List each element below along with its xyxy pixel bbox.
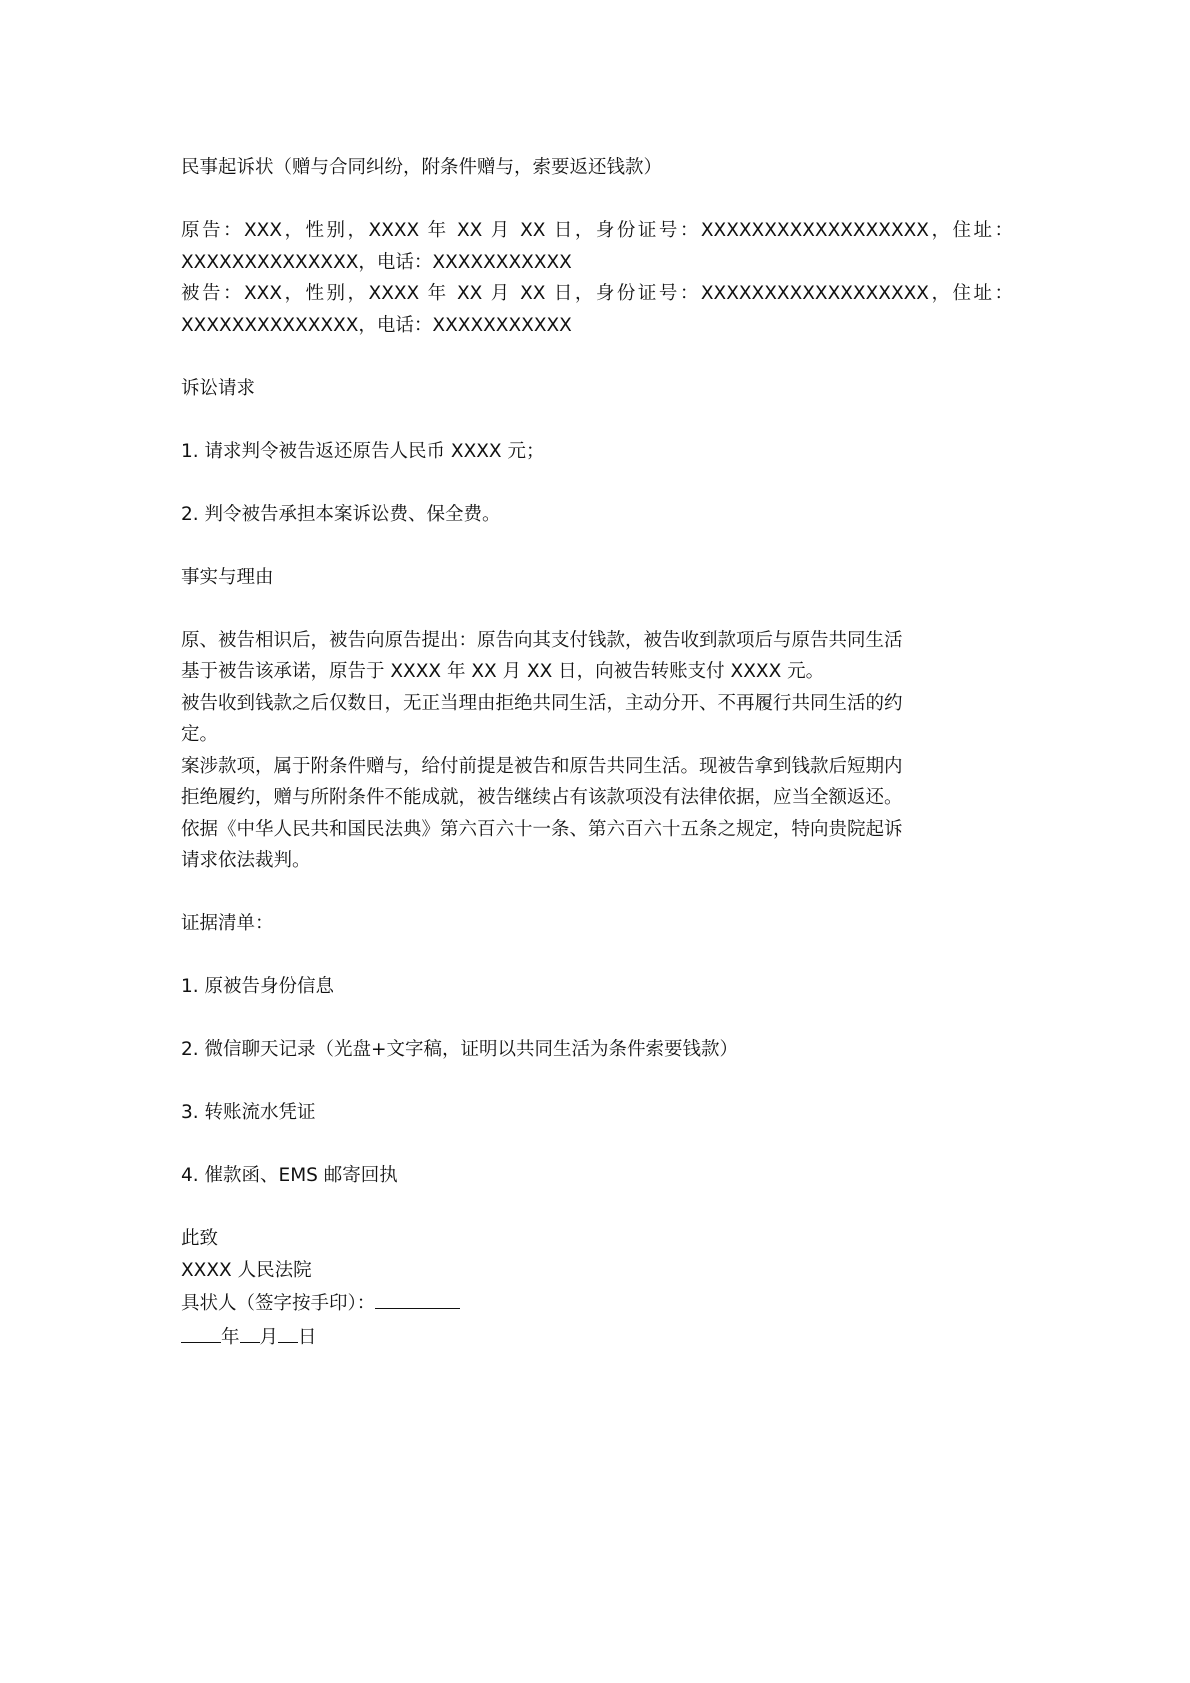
date-month-label: 月	[259, 1326, 279, 1348]
facts-line: 定。	[181, 724, 219, 745]
closing-signer	[181, 1286, 1013, 1320]
document-page	[181, 152, 1013, 1353]
year-blank	[181, 1320, 221, 1343]
facts-line: 原、被告相识后，被告向原告提出：原告向其支付钱款，被告收到款项后与原告共同生活	[181, 629, 903, 651]
facts-line: 案涉款项，属于附条件赠与，给付前提是被告和原告共同生活。现被告拿到钱款后短期内	[181, 755, 903, 777]
signature-blank	[375, 1286, 460, 1309]
date-day-label: 日	[298, 1326, 317, 1348]
facts-line: 请求依法裁判。	[181, 850, 311, 871]
claims-heading: 诉讼请求	[181, 377, 256, 399]
document-title: 民事起诉状（赠与合同纠纷，附条件赠与，索要返还钱款）	[181, 157, 663, 178]
facts-line: 被告收到钱款之后仅数日，无正当理由拒绝共同生活，主动分开、不再履行共同生活的约	[181, 692, 903, 714]
facts-line: 基于被告该承诺，原告于 XXXX 年 XX 月 XX 日，向被告转账支付 XXXX 元。	[181, 661, 825, 682]
signer-label: 具状人（签字按手印）：	[181, 1293, 376, 1314]
closing-date	[181, 1320, 1013, 1354]
claim-item: 2. 判令被告承担本案诉讼费、保全费。	[181, 503, 501, 525]
closing-court: XXXX 人民法院	[181, 1259, 312, 1281]
defendant-line-2: XXXXXXXXXXXXXX，电话：XXXXXXXXXXX	[181, 314, 572, 336]
evidence-item: 2. 微信聊天记录（光盘+文字稿，证明以共同生活为条件索要钱款）	[181, 1039, 739, 1060]
evidence-item: 1. 原被告身份信息	[181, 976, 335, 997]
defendant-line-1: 被告：XXX，性别，XXXX 年 XX 月 XX 日，身份证号：XXXXXXXXXXXXXXXXXX，住址：	[181, 283, 1013, 304]
date-year-label: 年	[221, 1326, 240, 1348]
closing-salutation: 此致	[181, 1228, 219, 1249]
claim-item: 1. 请求判令被告返还原告人民币 XXXX 元；	[181, 440, 545, 462]
evidence-item: 3. 转账流水凭证	[181, 1102, 316, 1123]
day-blank	[278, 1320, 298, 1343]
evidence-heading: 证据清单：	[181, 913, 274, 934]
facts-line: 拒绝履约，赠与所附条件不能成就，被告继续占有该款项没有法律依据，应当全额返还。	[181, 787, 903, 808]
plaintiff-line-1: 原告：XXX，性别，XXXX 年 XX 月 XX 日，身份证号：XXXXXXXXXXXXXXXXXX，住址：	[181, 220, 1013, 241]
facts-heading: 事实与理由	[181, 566, 274, 588]
evidence-item: 4. 催款函、EMS 邮寄回执	[181, 1165, 398, 1186]
facts-line: 依据《中华人民共和国民法典》第六百六十一条、第六百六十五条之规定，特向贵院起诉	[181, 818, 903, 840]
plaintiff-line-2: XXXXXXXXXXXXXX，电话：XXXXXXXXXXX	[181, 251, 572, 273]
month-blank	[240, 1320, 260, 1343]
